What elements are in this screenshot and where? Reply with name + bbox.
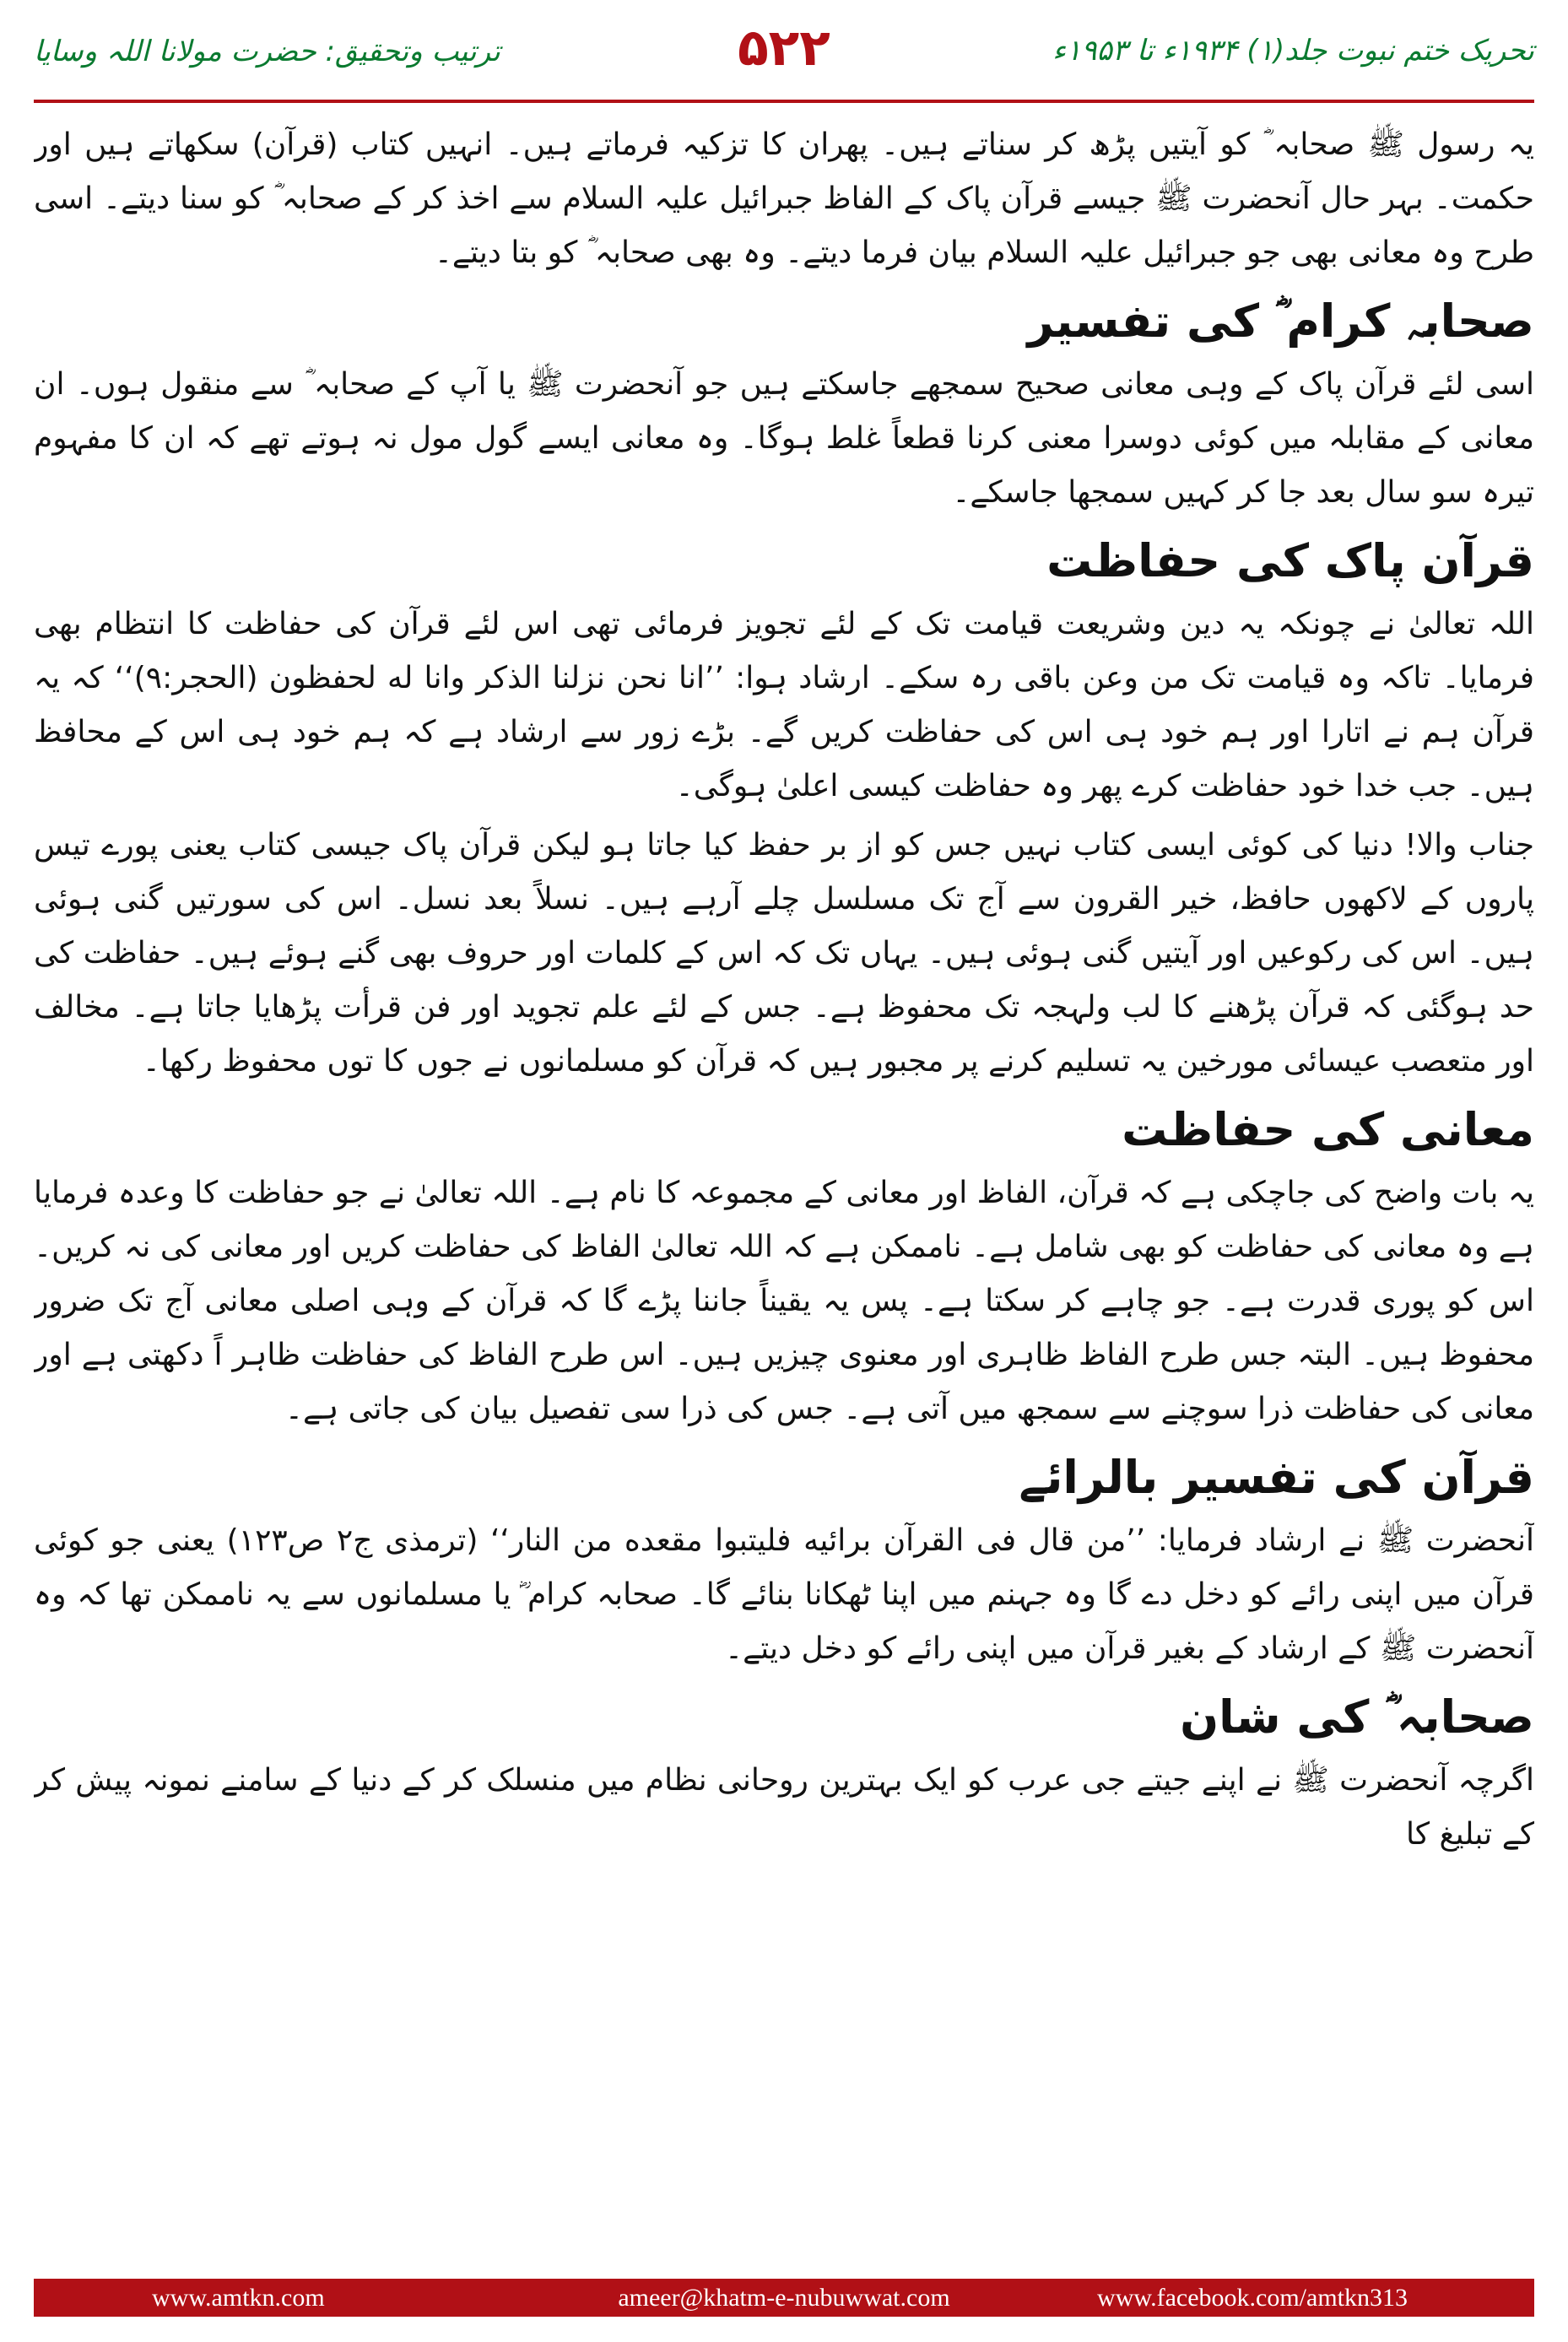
section-heading: معانی کی حفاظت: [1122, 1103, 1534, 1156]
compiler-credit: ترتیب وتحقیق: حضرت مولانا اللہ وسایا: [34, 35, 500, 68]
body-paragraph: جناب والا! دنیا کی کوئی ایسی کتاب نہیں جس کو از بر حفظ کیا جاتا ہو لیکن قرآن پاک جیسی کتاب یعنی پورے تیس پاروں کے لاکھوں حافظ، خیر القرون سے آج تک مسلسل چلے آرہے ہیں۔ نسلاً بعد نسل۔ اس کی سورتیں گنی ہوئی ہیں۔ اس کی رکوعیں اور آیتیں گنی ہوئی ہیں۔ یہاں تک کہ اس کے کلمات اور حروف بھی گنے ہوئے ہیں۔ حفاظت کی حد ہوگئی کہ قرآن پڑھنے کا لب ولہجہ تک محفوظ ہے۔ جس کے لئے علم تجوید اور فن قرأت پڑھایا جاتا ہے۔ مخالف اور متعصب عیسائی مورخین یہ تسلیم کرنے پر مجبور ہیں کہ قرآن کو مسلمانوں نے جوں کا توں محفوظ رکھا۔: [34, 828, 1534, 1079]
page-header: [0, 0, 1568, 110]
section-heading: قرآن کی تفسیر بالرائے: [1019, 1451, 1534, 1504]
body-paragraph: اگرچہ آنحضرت ﷺ نے اپنے جیتے جی عرب کو ایک بہترین روحانی نظام میں منسلک کر کے دنیا کے سامنے نمونہ پیش کر کے تبلیغ کا: [34, 1763, 1534, 1852]
body-paragraph: اللہ تعالیٰ نے چونکہ یہ دین وشریعت قیامت تک کے لئے تجویز فرمائی تھی اس لئے قرآن کی حفاظت کا انتظام بھی فرمایا۔ تاکہ وہ قیامت تک من وعن باقی رہ سکے۔ ارشاد ہوا: ’’انا نحن نزلنا الذکر وانا له لحفظون (الحجر:۹)‘‘ کہ یہ قرآن ہم نے اتارا اور ہم خود ہی اس کی حفاظت کریں گے۔ بڑے زور سے ارشاد ہے کہ ہم خود ہی اس کے محافظ ہیں۔ جب خدا خود حفاظت کرے پھر وہ حفاظت کیسی اعلیٰ ہوگی۔: [34, 607, 1534, 803]
section-heading: صحابہ ؓ کی شان: [1180, 1690, 1534, 1744]
page-footer: [34, 2279, 1534, 2317]
body-paragraph: یہ بات واضح کی جاچکی ہے کہ قرآن، الفاظ اور معانی کے مجموعہ کا نام ہے۔ اللہ تعالیٰ نے جو حفاظت کا وعدہ فرمایا ہے وہ معانی کی حفاظت کو بھی شامل ہے۔ ناممکن ہے کہ اللہ تعالیٰ الفاظ کی حفاظت کریں اور معانی کی نہ کریں۔ اس کو پوری قدرت ہے۔ جو چاہے کر سکتا ہے۔ پس یہ یقیناً جاننا پڑے گا کہ قرآن کے وہی اصلی معانی آج تک ضرور محفوظ ہیں۔ البتہ جس طرح الفاظ ظاہری اور معنوی چیزیں ہیں۔ اس طرح الفاظ کی حفاظت ظاہر اً دکھتی ہے اور معانی کی حفاظت ذرا سوچنے سے سمجھ میں آتی ہے۔ جس کی ذرا سی تفصیل بیان کی جاتی ہے۔: [34, 1176, 1534, 1426]
page-body: [34, 118, 1534, 2232]
body-paragraph: یہ رسول ﷺ صحابہ ؓ کو آیتیں پڑھ کر سناتے ہیں۔ پھران کا تزکیہ فرماتے ہیں۔ انہیں کتاب (قرآن) سکھاتے ہیں اور حکمت۔ بہر حال آنحضرت ﷺ جیسے قرآن پاک کے الفاظ جبرائیل علیہ السلام سے اخذ کر کے صحابہ ؓ کو سنا دیتے۔ اسی طرح وہ معانی بھی جو جبرائیل علیہ السلام بیان فرما دیتے۔ وہ بھی صحابہ ؓ کو بتا دیتے۔: [34, 127, 1534, 270]
header-rule: [34, 100, 1534, 103]
body-paragraph: آنحضرت ﷺ نے ارشاد فرمایا: ’’من قال فی القرآن برائیه فلیتبوا مقعده من النار‘‘ (ترمذی ج۲ ص۱۲۳) یعنی جو کوئی قرآن میں اپنی رائے کو دخل دے گا وہ جہنم میں اپنا ٹھکانا بنائے گا۔ صحابہ کرام ؓ یا مسلمانوں سے یہ ناممکن تھا کہ وہ آنحضرت ﷺ کے ارشاد کے بغیر قرآن میں اپنی رائے کو دخل دیتے۔: [34, 1523, 1534, 1666]
page-number: ۵۲۲: [738, 19, 830, 78]
body-paragraph: اسی لئے قرآن پاک کے وہی معانی صحیح سمجھے جاسکتے ہیں جو آنحضرت ﷺ یا آپ کے صحابہ ؓ سے منقول ہوں۔ ان معانی کے مقابلہ میں کوئی دوسرا معنی کرنا قطعاً غلط ہوگا۔ وہ معانی ایسے گول مول نہ ہوتے تھے کہ ان کا مفہوم تیرہ سو سال بعد جا کر کہیں سمجھا جاسکے۔: [34, 367, 1534, 510]
footer-email-link[interactable]: ameer@khatm-e-nubuwwat.com: [618, 2284, 950, 2312]
book-title: تحریک ختم نبوت جلد(۱) ۱۹۳۴ء تا ۱۹۵۳ء: [1052, 34, 1534, 68]
section-heading: قرآن پاک کی حفاظت: [1046, 534, 1534, 587]
footer-facebook-link[interactable]: www.facebook.com/amtkn313: [1097, 2284, 1408, 2312]
section-heading: صحابہ کرام ؓ کی تفسیر: [1027, 295, 1534, 348]
footer-website-link[interactable]: www.amtkn.com: [152, 2284, 325, 2312]
